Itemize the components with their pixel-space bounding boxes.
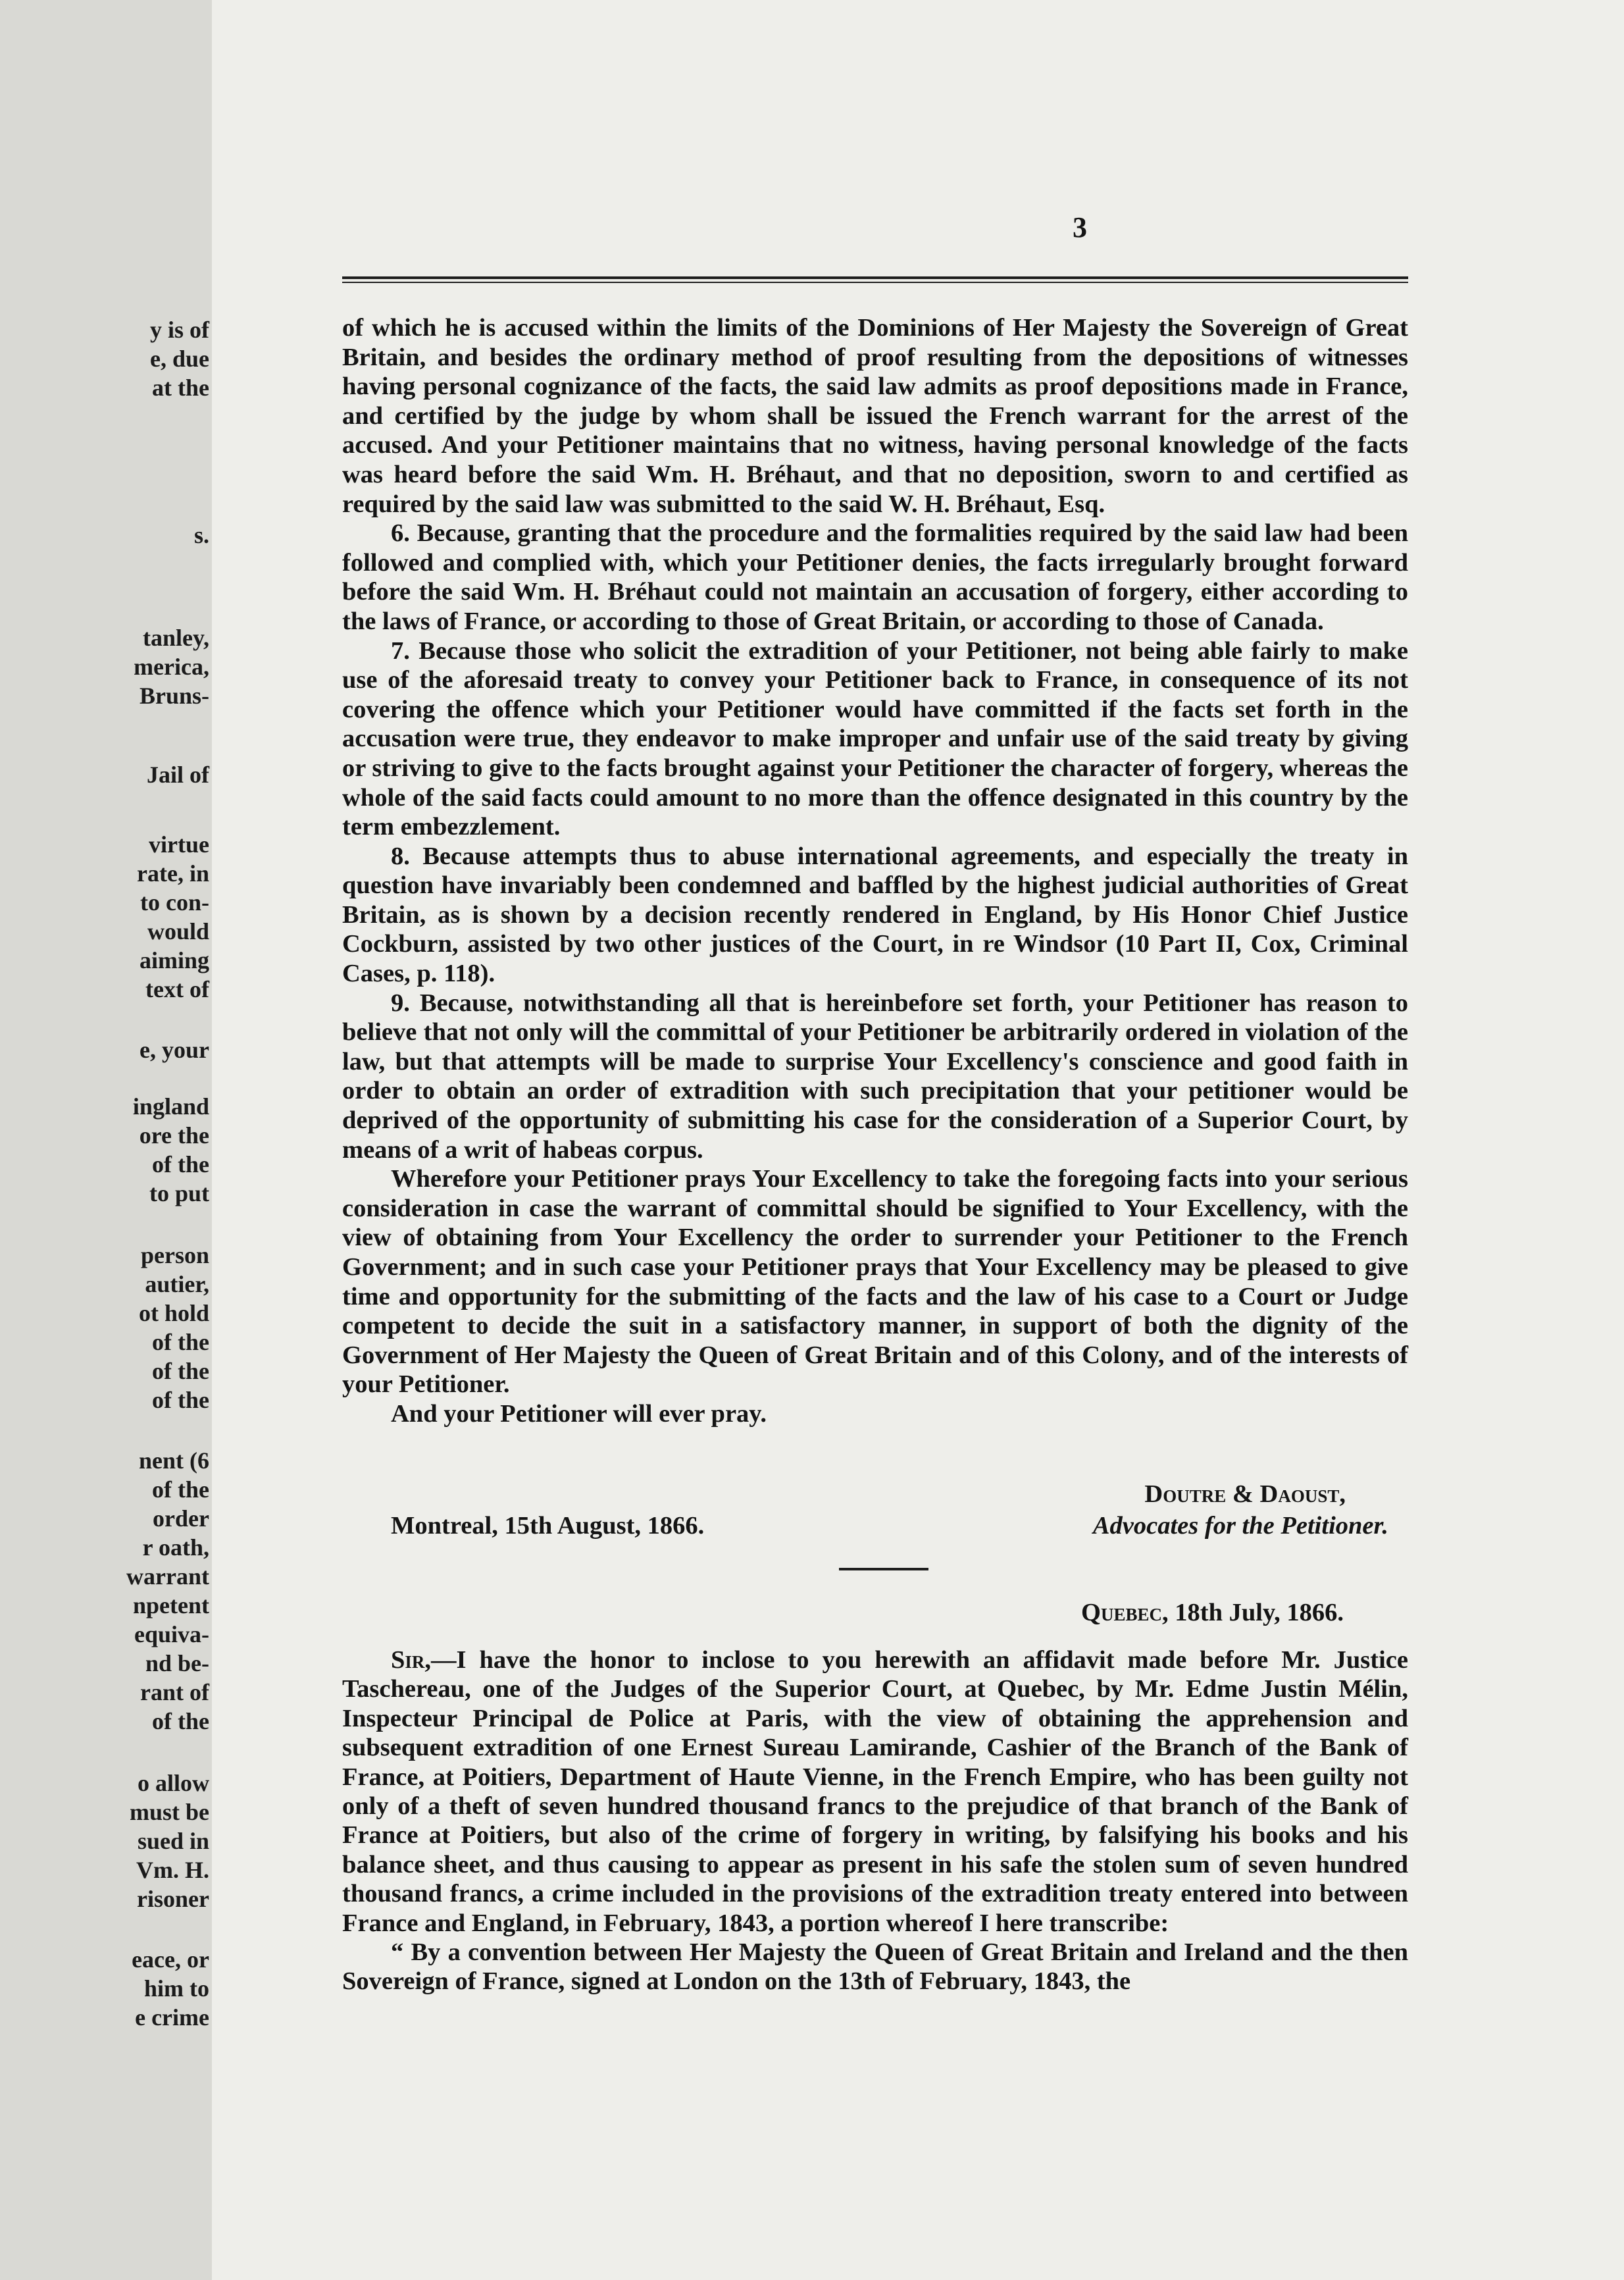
left-page-text-fragment: nent (6 bbox=[139, 1447, 209, 1474]
paragraph: 8. Because attempts thus to abuse international agreements, and especially the treaty in question have invariably been condemned and baffled by the highest judicial authorities of Great Britain, as is shown by a decision recently rendered in England, by His Honor Chief Justice Cockburn, assisted by two other justices of the Court, in re Windsor (10 Part II, Cox, Criminal Cases, p. 118). bbox=[342, 842, 1408, 988]
left-page-text-fragment: e, due bbox=[150, 346, 209, 372]
paragraph bbox=[342, 1645, 1408, 1938]
left-page-text-fragment: ingland bbox=[132, 1093, 209, 1120]
dateline-date: , 18th July, 1866. bbox=[1162, 1599, 1344, 1626]
paragraph: 6. Because, granting that the procedure and the formalities required by the said law had been followed and complied with, which your Petitioner denies, the facts irregularly brought forward before the said Wm. H. Bréhaut could not maintain an accusation of forgery, either according to the laws of France, or according to those of Great Britain, or according to those of Canada. bbox=[342, 519, 1408, 635]
left-page-text-fragment: ot hold bbox=[138, 1300, 209, 1326]
left-page-text-fragment: of the bbox=[152, 1358, 209, 1384]
left-page-text-fragment: of the bbox=[152, 1387, 209, 1413]
section-divider bbox=[839, 1568, 928, 1570]
page-number: 3 bbox=[1073, 211, 1087, 244]
left-page-text-fragment: person bbox=[140, 1242, 209, 1268]
letter-body bbox=[342, 1645, 1408, 1996]
place-date: Montreal, 15th August, 1866. bbox=[391, 1512, 705, 1540]
left-page-text-fragment: aiming bbox=[139, 947, 209, 973]
left-page-text-fragment: risoner bbox=[137, 1886, 209, 1912]
left-page-text-fragment: y is of bbox=[150, 317, 209, 343]
paragraph: Wherefore your Petitioner prays Your Excellency to take the foregoing facts into your serious consideration in case the warrant of committal should be signified to Your Excellency, with the view of obtaining from Your Excellency the order to surrender your Petitioner to the French Government; and in such case your Petitioner prays that Your Excellency may be pleased to give time and opportunity for the submitting of the facts and the law of his case to a Court or Judge competent to decide the suit in a satisfactory manner, in support of both the dignity of the Government of Her Majesty the Queen of Great Britain and of this Colony, and of the interests of your Petitioner. bbox=[342, 1165, 1408, 1399]
left-page-text-fragment: Vm. H. bbox=[136, 1857, 209, 1883]
left-page-text-fragment: Jail of bbox=[147, 762, 209, 788]
dateline-place: Quebec bbox=[1081, 1599, 1163, 1626]
left-page-text-fragment: Bruns- bbox=[139, 683, 209, 709]
left-page-text-fragment: equiva- bbox=[134, 1621, 209, 1647]
left-page-text-fragment: ore the bbox=[139, 1122, 209, 1149]
left-page-text-fragment: merica, bbox=[134, 654, 209, 680]
left-page-text-fragment: must be bbox=[129, 1799, 209, 1825]
left-page-text-fragment: of the bbox=[152, 1476, 209, 1503]
paragraph: And your Petitioner will ever pray. bbox=[391, 1399, 767, 1428]
left-page-text-fragment: would bbox=[147, 918, 209, 945]
left-page-text-fragment: rate, in bbox=[137, 860, 209, 887]
left-page-text-fragment: warrant bbox=[126, 1563, 209, 1590]
advocates-role: Advocates for the Petitioner. bbox=[1092, 1512, 1388, 1540]
left-page-text-fragment: e, your bbox=[140, 1037, 209, 1063]
left-page-fragment bbox=[0, 0, 212, 2280]
left-page-text-fragment: at the bbox=[152, 375, 209, 401]
paragraph: of which he is accused within the limits of the Dominions of Her Majesty the Sovereign of Great Britain, and besides the ordinary method of proof resulting from the depositions of witnesses having personal cognizance of the facts, the said law admits as proof depositions made in France, and certified by the judge by whom shall be issued the French warrant for the arrest of the accused. And your Petitioner maintains that no witness, having personal knowledge of the facts was heard before the said Wm. H. Bréhaut, and that no deposition, sworn to and certified as required by the said law was submitted to the said W. H. Bréhaut, Esq. bbox=[342, 314, 1408, 518]
petition-body bbox=[342, 313, 1408, 1429]
left-page-text-fragment: autier, bbox=[145, 1271, 209, 1297]
left-page-text-fragment: to con- bbox=[140, 889, 209, 916]
paragraph: 9. Because, notwithstanding all that is hereinbefore set forth, your Petitioner has reason to believe that not only will the committal of your Petitioner be arbitrarily ordered in violation of the law, but that attempts will be made to surprise Your Excellency's conscience and good faith in order to obtain an order of extradition with such precipitation that your petitioner would be deprived of the opportunity of submitting his case for the consideration of a Superior Court, by means of a writ of habeas corpus. bbox=[342, 989, 1408, 1164]
left-page-text-fragment: of the bbox=[152, 1708, 209, 1734]
left-page-text-fragment: nd be- bbox=[145, 1650, 209, 1676]
left-page-text-fragment: o allow bbox=[137, 1770, 209, 1796]
left-page-text-fragment: eace, or bbox=[132, 1946, 209, 1973]
left-page-text-fragment: r oath, bbox=[142, 1534, 209, 1561]
salutation: Sir, bbox=[391, 1646, 432, 1674]
left-page-text-fragment: of the bbox=[152, 1151, 209, 1178]
left-page-text-fragment: text of bbox=[145, 976, 209, 1002]
left-page-text-fragment: to put bbox=[149, 1180, 209, 1206]
letter-paragraph: —I have the honor to inclose to you herewith an affidavit made before Mr. Justice Taschereau, one of the Judges of the Superior Court, at Quebec, by Mr. Edme Justin Mélin, Inspecteur Principal de Police at Paris, with the view of obtaining the apprehension and subsequent extradition of one Ernest Sureau Lamirande, Cashier of the Branch of the Bank of France, at Poitiers, Department of Haute Vienne, in the French Empire, who has been guilty not only of a theft of seven hundred thousand francs to the prejudice of that branch of the Bank of France at Poitiers, but also of the crime of forgery in writing, by falsifying his books and his balance sheet, and thus causing to appear as present in his safe the stolen sum of seven hundred thousand francs, a crime included in the provisions of the extradition treaty entered into between France and England, in February, 1843, a portion whereof I here transcribe: bbox=[342, 1646, 1408, 1937]
left-page-text-fragment: e crime bbox=[135, 2004, 209, 2031]
left-page-text-fragment: sued in bbox=[137, 1828, 209, 1854]
paragraph: 7. Because those who solicit the extradition of your Petitioner, not being able fairly to make use of the aforesaid treaty to convey your Petitioner back to France, in consequence of its not covering the offence which your Petitioner would have committed if the facts set forth in the accusation were true, they endeavor to make improper and unfair use of the said treaty by giving or striving to give to the facts brought against your Petitioner the character of forgery, whereas the whole of the said facts could amount to no more than the offence designated in this country by the term embezzlement. bbox=[342, 636, 1408, 841]
left-page-text-fragment: rant of bbox=[140, 1679, 209, 1705]
left-page-text-fragment: order bbox=[153, 1505, 209, 1532]
firm-name: Doutre & Daoust, bbox=[1144, 1480, 1346, 1508]
left-page-text-fragment: npetent bbox=[133, 1592, 209, 1619]
header-rule-thin bbox=[342, 282, 1408, 283]
left-page-text-fragment: tanley, bbox=[142, 625, 209, 651]
paragraph: “ By a convention between Her Majesty the Queen of Great Britain and Ireland and the then Sovereign of France, signed at London on the 13th of February, 1843, the bbox=[342, 1938, 1408, 1996]
left-page-text-fragment: virtue bbox=[149, 831, 209, 858]
header-rule bbox=[342, 276, 1408, 279]
left-page-text-fragment: him to bbox=[144, 1975, 209, 2002]
left-page-text-fragment: s. bbox=[193, 522, 209, 548]
left-page-text-fragment: of the bbox=[152, 1329, 209, 1355]
